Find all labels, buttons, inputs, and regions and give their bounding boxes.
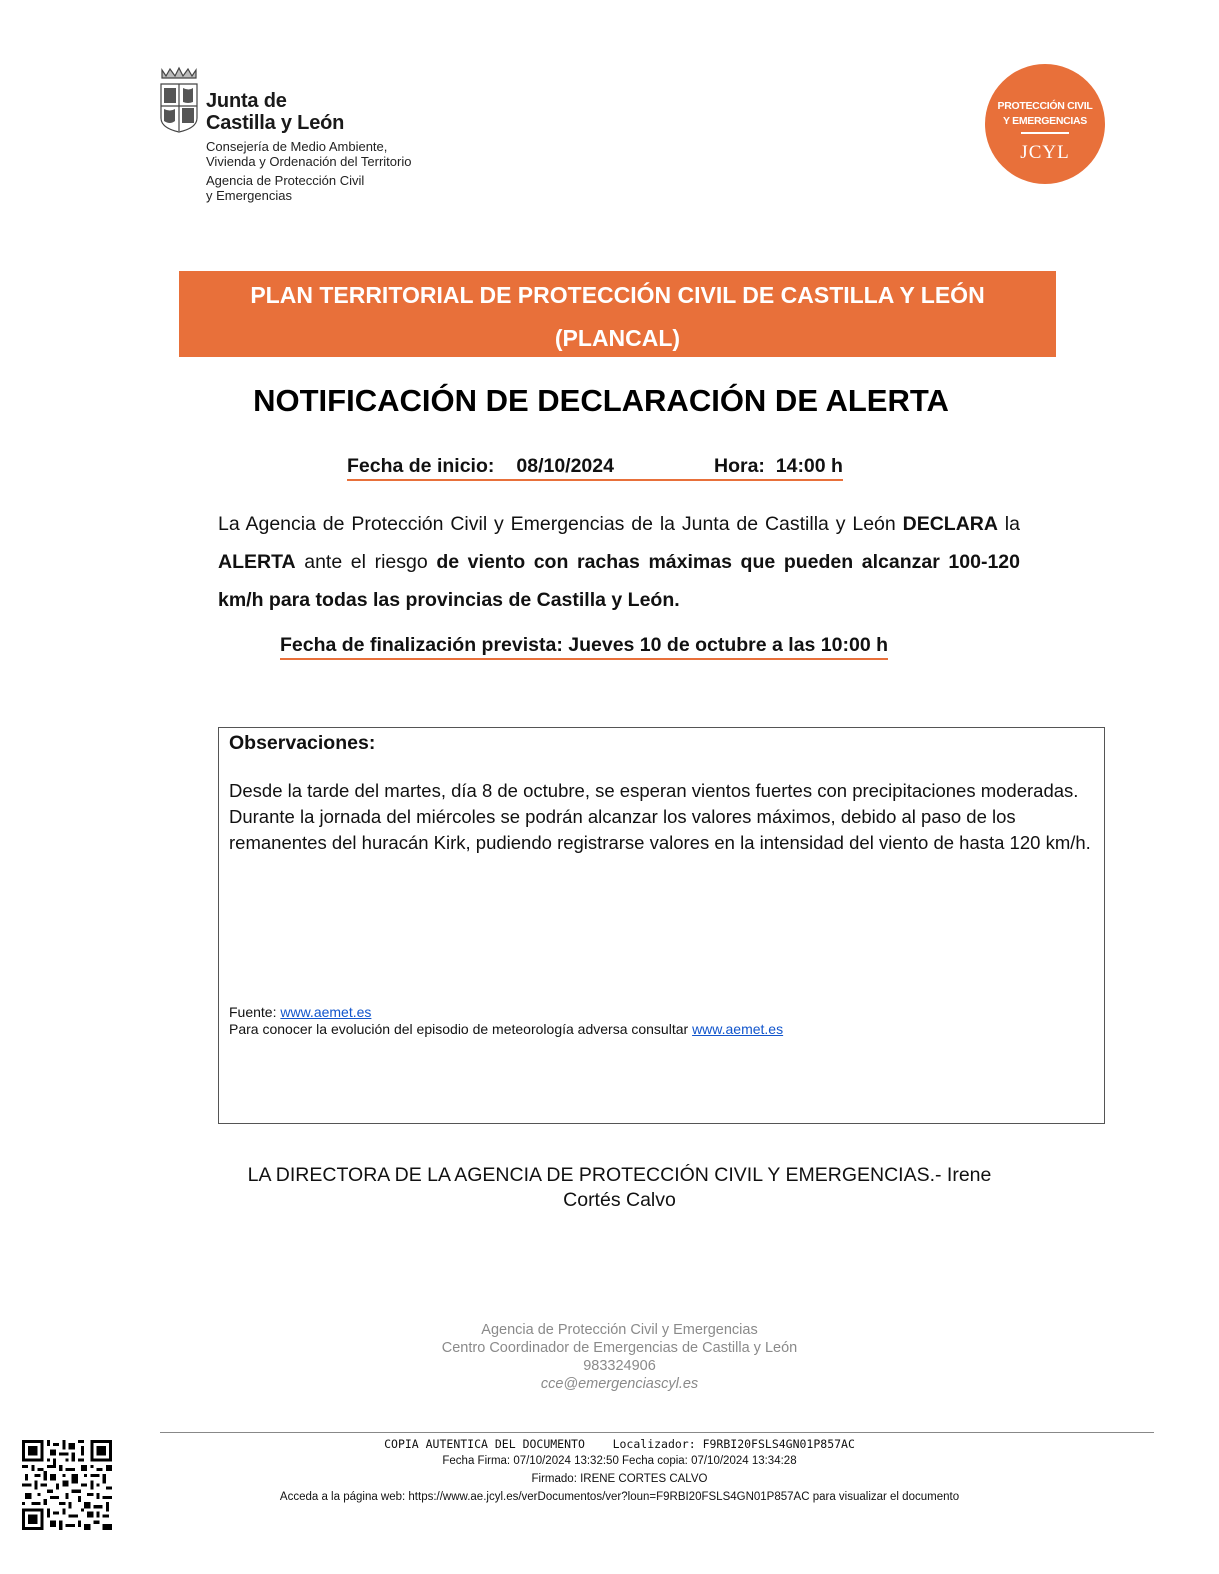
evolution-text: Para conocer la evolución del episodio de meteorología adversa consultar	[229, 1021, 693, 1037]
declara-word: DECLARA	[902, 513, 998, 535]
contact-footer	[0, 1321, 1219, 1393]
dept-line-1: Consejería de Medio Ambiente,	[206, 139, 388, 154]
start-time-value: 14:00 h	[775, 455, 843, 477]
observations-source	[229, 1004, 783, 1038]
logo-line-2: Y EMERGENCIAS	[1002, 115, 1087, 127]
declaration-paragraph	[218, 505, 1020, 619]
risk-text: de viento con rachas máximas que pueden alcanzar 100-120 km/h para todas las provincias de Castilla y León.	[218, 551, 1020, 611]
source-link[interactable]: www.aemet.es	[280, 1004, 372, 1020]
authentic-copy-title: COPIA AUTENTICA DEL DOCUMENTO Localizador: F9RBI20FSLS4GN01P857AC	[384, 1437, 855, 1451]
alerta-word: ALERTA	[218, 551, 296, 573]
director-line-2: Cortés Calvo	[563, 1189, 676, 1211]
authentic-copy-access: Acceda a la página web: https://www.ae.jcyl.es/verDocumentos/ver?loun=F9RBI20FSLS4GN01P857AC para visualizar el documento	[279, 1491, 960, 1503]
authentic-copy-dates: Fecha Firma: 07/10/2024 13:32:50 Fecha copia: 07/10/2024 13:34:28	[442, 1455, 797, 1467]
declaration-intro: La Agencia de Protección Civil y Emergencias de la Junta de Castilla y León	[218, 513, 896, 535]
banner-line-1: PLAN TERRITORIAL DE PROTECCIÓN CIVIL DE CASTILLA Y LEÓN	[250, 282, 985, 308]
start-date-line	[347, 455, 843, 481]
source-label: Fuente:	[229, 1004, 281, 1020]
brand-line-1: Junta de	[206, 90, 287, 112]
start-date-value: 08/10/2024	[516, 455, 614, 477]
observations-box	[218, 727, 1105, 1124]
observations-text: Desde la tarde del martes, día 8 de octubre, se esperan vientos fuertes con precipitaciones moderadas. Durante la jornada del miércoles se podrán alcanzar los valores máximos, debido al paso de los remanentes del huracán Kirk, pudiendo registrarse valores en la intensidad del viento de hasta 120 km/h.	[229, 780, 1091, 853]
start-date-label: Fecha de inicio:	[347, 455, 495, 477]
agency-line-1: Agencia de Protección Civil	[206, 173, 365, 188]
director-signature	[0, 1163, 1219, 1213]
brand-line-2: Castilla y León	[206, 112, 345, 134]
plan-banner	[179, 271, 1056, 357]
director-line-1: LA DIRECTORA DE LA AGENCIA DE PROTECCIÓN CIVIL Y EMERGENCIAS.- Irene	[247, 1164, 992, 1186]
coat-of-arms-icon	[158, 66, 200, 136]
contact-center: Centro Coordinador de Emergencias de Castilla y León	[441, 1340, 798, 1356]
ante-text: ante el riesgo	[295, 551, 437, 573]
la-word: la	[997, 513, 1020, 535]
proteccion-civil-logo	[985, 64, 1105, 184]
logo-line-1: PROTECCIÓN CIVIL	[997, 100, 1093, 112]
start-time-label: Hora:	[713, 455, 765, 477]
dept-line-2: Vivienda y Ordenación del Territorio	[206, 154, 412, 169]
banner-line-2: (PLANCAL)	[554, 325, 681, 351]
contact-email: cce@emergenciascyl.es	[540, 1376, 699, 1392]
logo-line-3: JCYL	[1020, 142, 1070, 163]
observations-title: Observaciones:	[229, 732, 376, 754]
footer-divider	[160, 1432, 1154, 1433]
agency-line-2: y Emergencias	[206, 188, 292, 203]
qr-code-icon	[22, 1440, 112, 1530]
contact-agency: Agencia de Protección Civil y Emergencias	[481, 1322, 758, 1338]
junta-logo	[158, 66, 458, 216]
end-date: Fecha de finalización prevista: Jueves 10 de octubre a las 10:00 h	[280, 634, 888, 660]
logo-divider	[1021, 132, 1069, 134]
evolution-link[interactable]: www.aemet.es	[692, 1021, 784, 1037]
contact-phone: 983324906	[583, 1358, 656, 1374]
page-title: NOTIFICACIÓN DE DECLARACIÓN DE ALERTA	[253, 383, 949, 418]
authentic-copy-signed: Firmado: IRENE CORTES CALVO	[531, 1473, 708, 1485]
